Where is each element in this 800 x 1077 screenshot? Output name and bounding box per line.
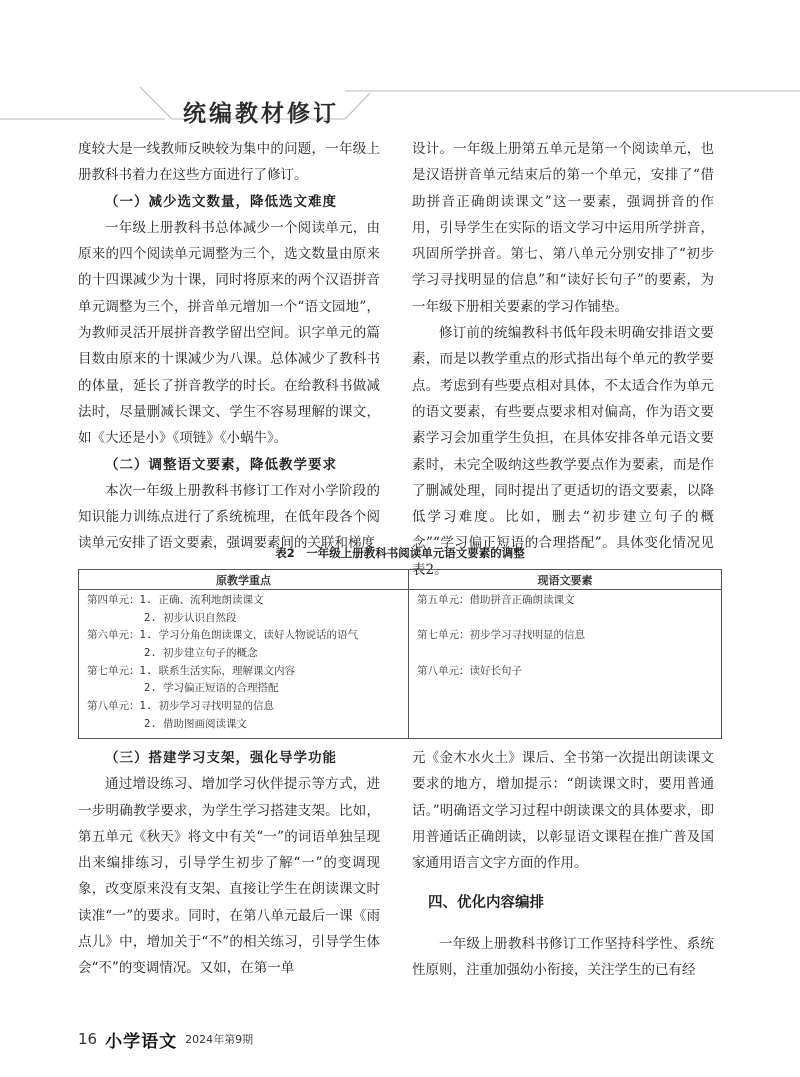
table-line: 2. 借助图画阅读课文 <box>144 717 247 730</box>
subheading-1: （一）减少选文数量，降低选文难度 <box>105 193 337 210</box>
table-caption: 表2 一年级上册教科书阅读单元语文要素的调整 <box>275 546 525 560</box>
table-header: 原教学重点 <box>79 570 409 590</box>
paragraph: 设计。一年级上册第五单元是第一个阅读单元，也是汉语拼音单元结束后的第一个单元，安排了“借助拼音正确朗读课文”这一要素，强调拼音的作用，引导学生在实际的语文学习中运用所学拼音，巩固所学拼音。第七、第八单元分别安排了“初步学习寻找明显的信息”和“读好长句子”的要素，为一年级下册相关要素的学习作铺垫。 <box>412 141 714 315</box>
table-line: 第八单元：1. 初步学习寻找明显的信息 <box>87 700 274 713</box>
subheading-3: （三）搭建学习支架，强化导学功能 <box>105 750 337 766</box>
table-cell-current <box>409 590 722 739</box>
table-line: 2. 初步认识自然段 <box>144 611 237 624</box>
table-line: 第七单元：1. 联系生活实际，理解课文内容 <box>87 664 295 677</box>
comparison-table <box>78 569 722 739</box>
table-line: 2. 学习偏正短语的合理搭配 <box>144 682 279 695</box>
page-number: 16 <box>78 1030 98 1048</box>
right-column-top <box>412 136 714 583</box>
paragraph: 元《金木水火土》课后、全书第一次提出朗读课文要求的地方，增加提示：“朗读课文时，要用普通话。”明确语文学习过程中朗读课文的具体要求，即用普通话正确朗读，以彰显语文课程在推广普及国家通用语言文字方面的作用。 <box>412 750 714 872</box>
table-line <box>417 610 713 628</box>
table-line: 第六单元：1. 学习分角色朗读课文，读好人物说话的语气 <box>87 629 358 642</box>
section-heading-4: 四、优化内容编排 <box>428 895 544 912</box>
left-column-top <box>78 136 380 557</box>
issue-label: 2024年第9期 <box>185 1033 254 1046</box>
table-line: 第八单元：读好长句子 <box>417 664 522 677</box>
paragraph: 度较大是一线教师反映较为集中的问题，一年级上册教科书着力在这些方面进行了修订。 <box>78 141 380 184</box>
journal-logo: 小学语文 <box>105 1031 178 1052</box>
table-line <box>417 645 713 663</box>
table-cell-original <box>79 590 409 739</box>
paragraph: 本次一年级上册教科书修订工作对小学阶段的知识能力训练点进行了系统梳理，在低年段各个阅读单元安排了语文要素，强调要素间的关联和梯度 <box>78 482 380 552</box>
paragraph: 修订前的统编教科书低年段未明确安排语文要素，而是以教学重点的形式指出每个单元的教学要点。考虑到有些要点相对具体，不太适合作为单元的语文要素，有些要点要求相对偏高，作为语文要素学习会加重学生负担，在具体安排各单元语文要素时，未完全吸纳这些教学要点作为要素，而是作了删减处理，同时提出了更适切的语文要素，以降低学习难度。比如，删去“初步建立句子的概念”“学习偏正短语的合理搭配”。具体变化情况见表2。 <box>412 325 714 578</box>
table-header: 现语文要素 <box>409 570 722 590</box>
page-footer <box>78 1024 253 1054</box>
left-column-bottom <box>78 745 380 982</box>
paragraph: 一年级上册教科书修订工作坚持科学性、系统性原则，注重加强幼小衔接，关注学生的已有经 <box>412 935 714 979</box>
paragraph: 通过增设练习、增加学习伙伴提示等方式，进一步明确教学要求，为学生学习搭建支架。比如，第五单元《秋天》将文中有关“一”的词语单独呈现出来编排练习，引导学生初步了解“一”的变调现象，改变原来没有支架、直接让学生在朗读课文时读准“一”的要求。同时，在第八单元最后一课《雨点儿》中，增加关于“不”的相关练习，引导学生体会“不”的变调情况。又如，在第一单 <box>78 776 380 977</box>
section-title: 统编教材修订 <box>183 101 339 127</box>
right-column-bottom <box>412 745 714 983</box>
header-decoration <box>0 75 800 135</box>
table-line: 第七单元：初步学习寻找明显的信息 <box>417 629 585 642</box>
paragraph: 一年级上册教科书总体减少一个阅读单元，由原来的四个阅读单元调整为三个，选文数量由原来的十四课减少为十课，同时将原来的两个汉语拼音单元调整为三个，拼音单元增加一个“语文园地”，为教师灵活开展拼音教学留出空间。识字单元的篇目数由原来的十课减少为八课。总体减少了教科书的体量，延长了拼音教学的时长。在给教科书做减法时，尽量删减长课文、学生不容易理解的课文，如《大还是小》《项链》《小蜗牛》。 <box>78 219 380 447</box>
table-line: 第五单元：借助拼音正确朗读课文 <box>417 594 575 606</box>
table-line: 2. 初步建立句子的概念 <box>144 647 258 660</box>
subheading-2: （二）调整语文要素，降低教学要求 <box>105 456 337 473</box>
page-header <box>0 75 800 135</box>
table-line: 第四单元：1. 正确、流利地朗读课文 <box>87 594 264 606</box>
